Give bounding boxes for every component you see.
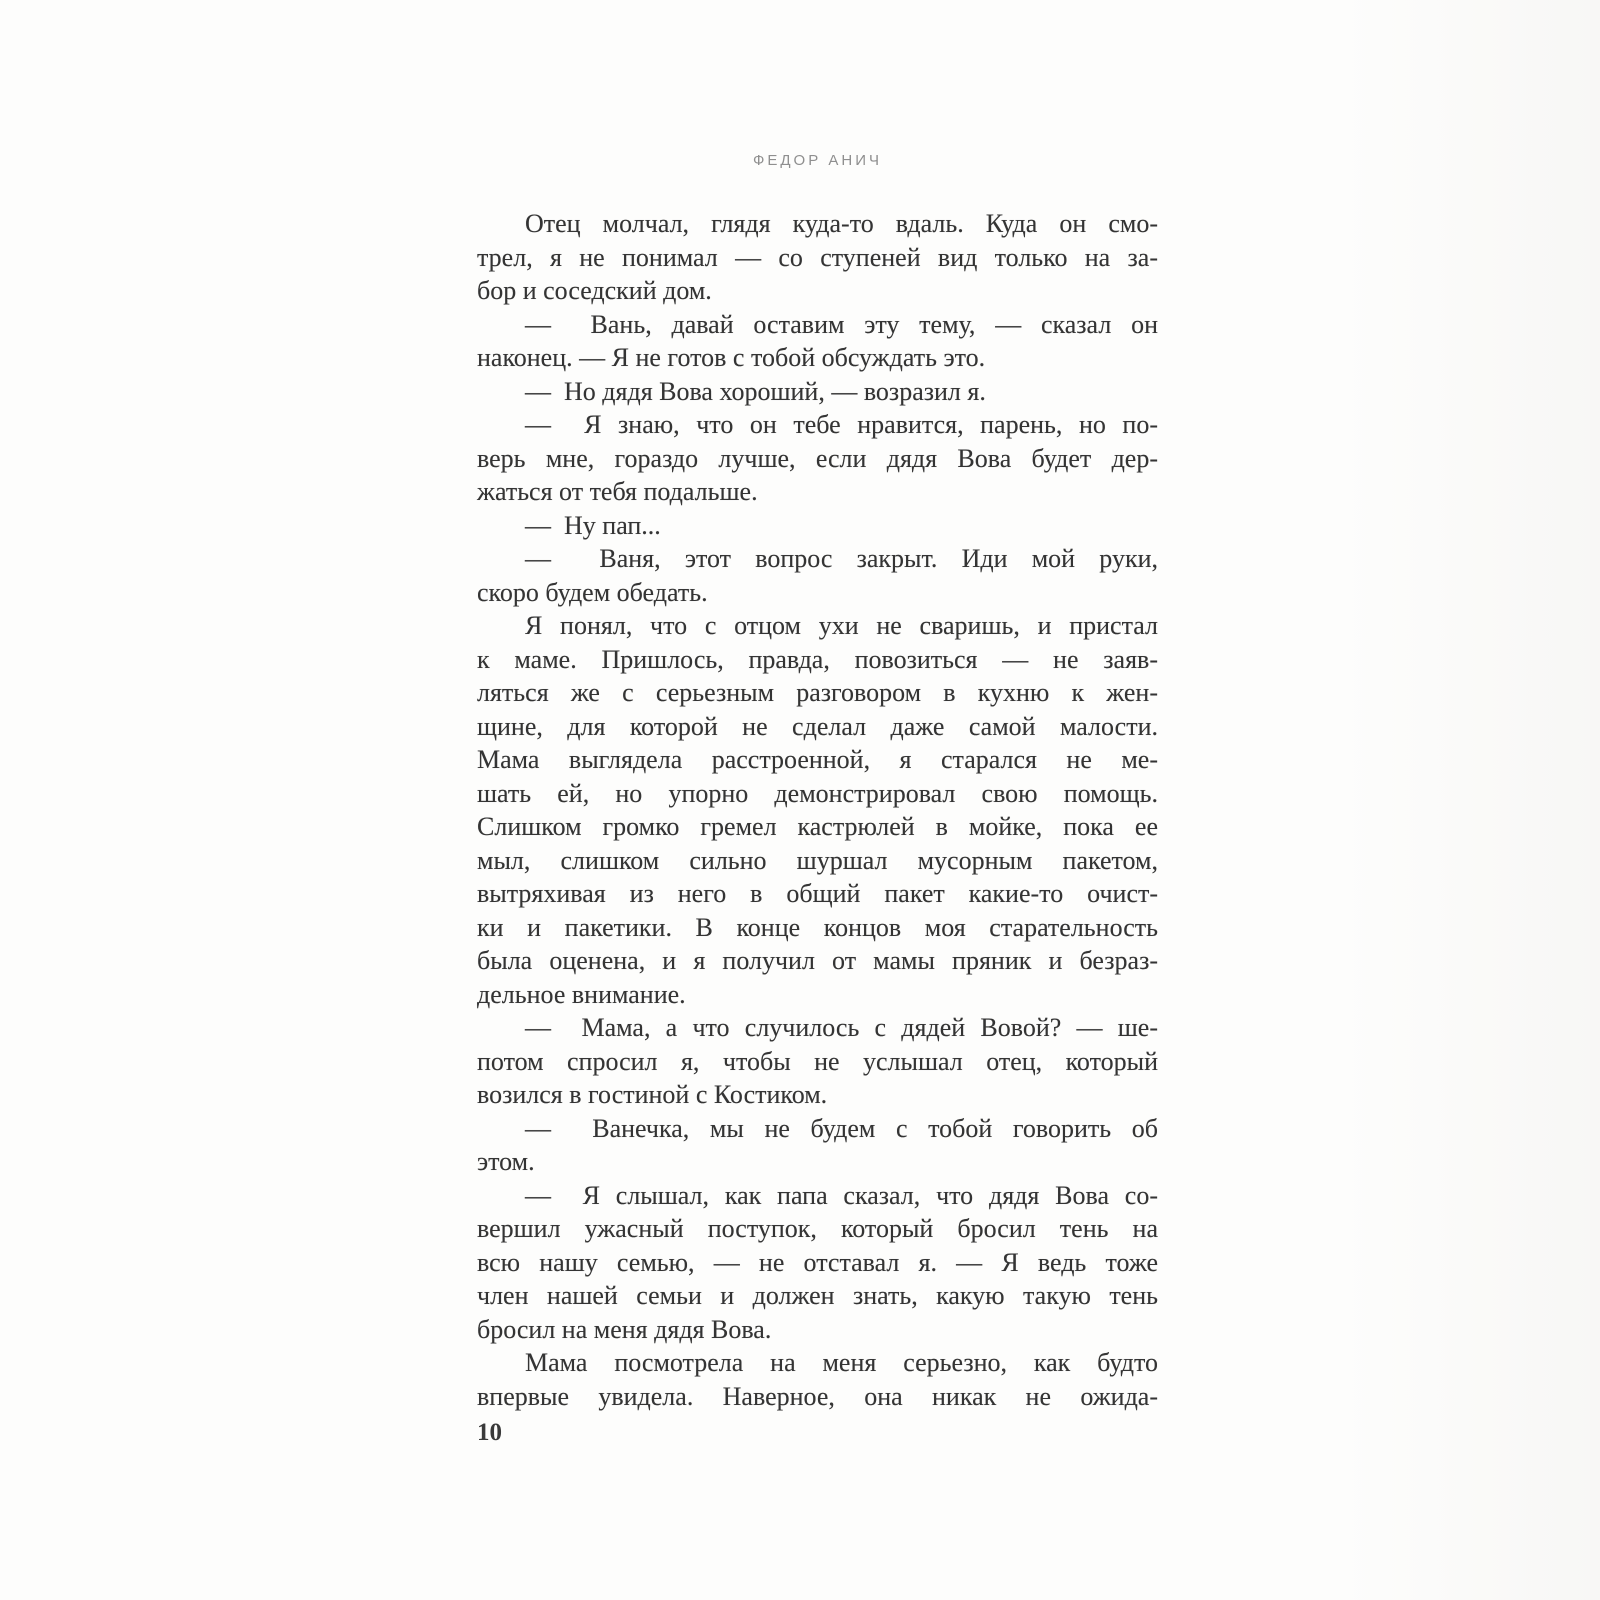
running-header-author: ФЕДОР АНИЧ — [752, 152, 883, 169]
text-line: вытряхивая из него в общий пакет какие-то очист- — [477, 879, 1158, 908]
text-line: — Ну пап... — [525, 510, 661, 540]
text-line: Слишком громко гремел кастрюлей в мойке, пока ее — [477, 812, 1158, 841]
text-line: Мама выглядела расстроенной, я старался не ме- — [477, 745, 1158, 774]
text-line: была оценена, и я получил от мамы пряник и безраз- — [477, 946, 1158, 975]
text-line: этом. — [477, 1147, 535, 1176]
text-line: к маме. Пришлось, правда, повозиться — не заяв- — [477, 644, 1158, 674]
text-line: впервые увидела. Наверное, она никак не ожида- — [477, 1381, 1158, 1411]
text-line: Отец молчал, глядя куда-то вдаль. Куда он смо- — [525, 209, 1158, 238]
text-line: Мама посмотрела на меня серьезно, как будто — [525, 1348, 1158, 1377]
text-line: наконец. — Я не готов с тобой обсуждать это. — [477, 343, 986, 372]
text-line: возился в гостиной с Костиком. — [477, 1080, 828, 1109]
text-line: жаться от тебя подальше. — [477, 477, 758, 506]
text-line: потом спросил я, чтобы не услышал отец, который — [477, 1046, 1158, 1076]
text-line: — Но дядя Вова хороший, — возразил я. — [525, 376, 986, 406]
text-column — [477, 0, 1158, 1600]
text-line: бросил на меня дядя Вова. — [477, 1314, 772, 1344]
text-line: трел, я не понимал — со ступеней вид только на за- — [477, 242, 1158, 272]
text-line: — Ваня, этот вопрос закрыт. Иди мой руки, — [525, 544, 1158, 573]
page-body-text — [477, 207, 1158, 1413]
text-line: скоро будем обедать. — [477, 577, 708, 607]
text-line: ляться же с серьезным разговором в кухню к жен- — [477, 678, 1158, 707]
text-line: верь мне, гораздо лучше, если дядя Вова будет дер- — [477, 443, 1158, 473]
text-line: — Я знаю, что он тебе нравится, парень, но по- — [525, 410, 1158, 439]
text-line: — Я слышал, как папа сказал, что дядя Вова со- — [525, 1180, 1158, 1210]
page-number: 10 — [477, 1419, 502, 1446]
text-line: член нашей семьи и должен знать, какую такую тень — [477, 1281, 1158, 1310]
text-line: Я понял, что с отцом ухи не сваришь, и пристал — [525, 611, 1158, 640]
text-line: щине, для которой не сделал даже самой малости. — [477, 711, 1158, 741]
text-line: — Вань, давай оставим эту тему, — сказал он — [525, 309, 1158, 339]
text-line: — Мама, а что случилось с дядей Вовой? — ше- — [525, 1013, 1158, 1042]
text-line: мыл, слишком сильно шуршал мусорным пакетом, — [477, 845, 1158, 875]
text-line: дельное внимание. — [477, 979, 686, 1009]
text-line: всю нашу семью, — не отставал я. — Я ведь тоже — [477, 1247, 1158, 1277]
text-line: бор и соседский дом. — [477, 276, 712, 305]
text-line: шать ей, но упорно демонстрировал свою помощь. — [477, 778, 1158, 808]
scan-edge-shade — [1340, 0, 1600, 1600]
text-line: — Ванечка, мы не будем с тобой говорить об — [525, 1113, 1158, 1143]
text-line: вершил ужасный поступок, который бросил тень на — [477, 1214, 1158, 1243]
text-line: ки и пакетики. В конце концов моя старательность — [477, 912, 1158, 942]
